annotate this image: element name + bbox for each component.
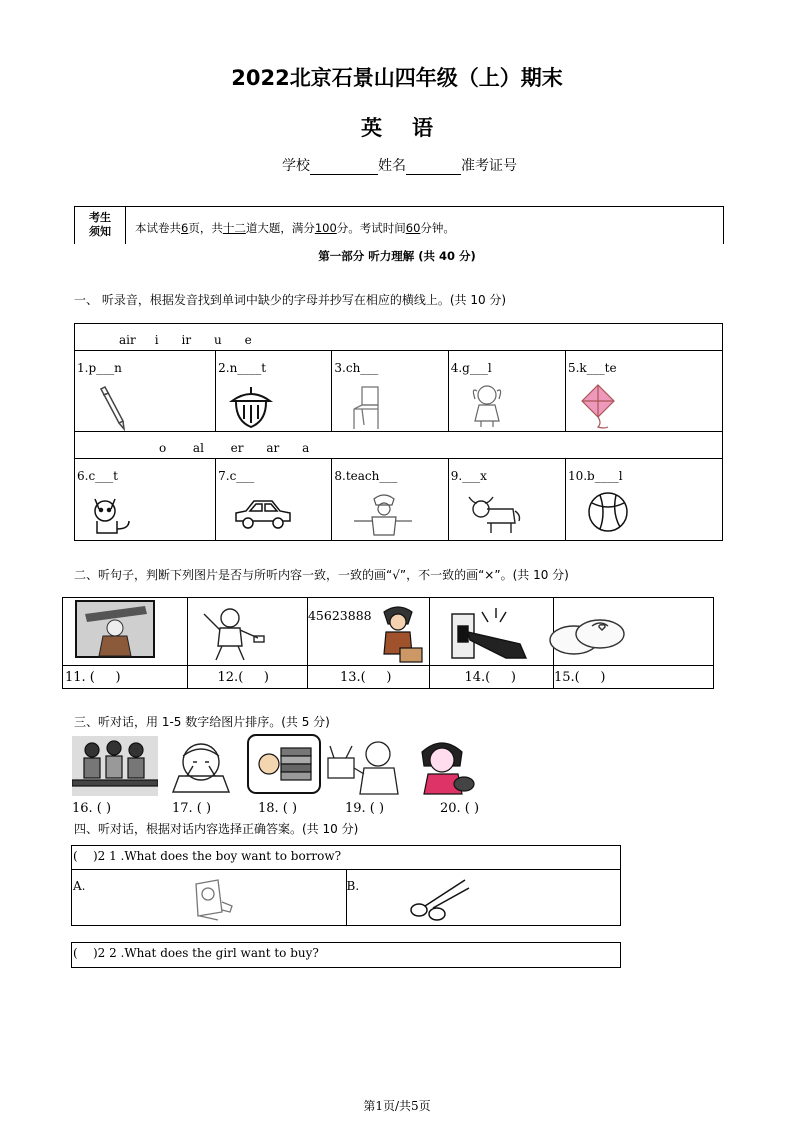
tired-boy-picture-icon — [163, 736, 241, 796]
ball-icon — [586, 489, 630, 535]
letters-row-1: air i ir u e — [75, 324, 723, 351]
item-1-cell[interactable]: 1.p___n — [75, 351, 216, 432]
item-10-cell[interactable]: 10.b____l — [565, 459, 722, 541]
order-19[interactable]: 19. ( ) — [345, 801, 385, 816]
item-2-cell[interactable]: 2.n____t — [216, 351, 332, 432]
item-9-cell[interactable]: 9.___x — [448, 459, 565, 541]
part1-title: 第一部分 听力理解 (共 40 分) — [318, 249, 476, 263]
letters-row-2: o al er ar a — [75, 432, 723, 459]
item-3-cell[interactable]: 3.ch___ — [332, 351, 448, 432]
option-21-b-cell[interactable]: B. — [346, 870, 621, 926]
chair-icon — [348, 385, 384, 431]
candidate-notice-box — [74, 206, 724, 244]
boy-cold-picture-icon — [75, 600, 155, 658]
picture-11-cell — [63, 598, 188, 666]
order-17[interactable]: 17. ( ) — [172, 801, 212, 816]
picture-15-cell — [554, 598, 714, 666]
question-21-row[interactable]: ( )2 1 .What does the boy want to borrow? — [72, 846, 621, 870]
girl-phone-picture-icon — [406, 736, 482, 796]
ox-icon — [467, 493, 523, 535]
section2-title: 二、听句子，判断下列图片是否与所听内容一致，一致的画“√”，不一致的画“×”。(共 10 分) — [74, 568, 569, 582]
student-info-line — [282, 155, 517, 175]
item-7-cell[interactable]: 7.c___ — [216, 459, 332, 541]
item-8-cell[interactable]: 8.teach___ — [332, 459, 448, 541]
question-22-row[interactable]: ( )2 2 .What does the girl want to buy? — [72, 943, 621, 968]
nut-icon — [228, 385, 274, 429]
boy-waving-icon — [194, 604, 268, 662]
pen-icon — [97, 385, 127, 431]
subject-title: 英语 — [361, 116, 463, 140]
picture-14-cell — [430, 598, 554, 666]
pressing-switch-icon — [446, 602, 532, 664]
name-label: 姓名 — [378, 158, 406, 174]
order-18[interactable]: 18. ( ) — [258, 801, 298, 816]
option-21-a-cell[interactable]: A. — [72, 870, 347, 926]
answer-12-cell[interactable]: 12.( ) — [187, 666, 307, 689]
section3-title: 三、听对话，用 1-5 数字给图片排序。(共 5 分) — [74, 715, 330, 729]
classroom-picture-icon — [72, 736, 158, 796]
section4-title: 四、听对话，根据对话内容选择正确答案。(共 10 分) — [74, 822, 359, 836]
order-16[interactable]: 16. ( ) — [72, 801, 112, 816]
item-5-cell[interactable]: 5.k___te — [565, 351, 722, 432]
picture-13-cell — [307, 598, 430, 666]
exam-title: 2022北京石景山四年级（上）期末 — [231, 66, 563, 90]
cat-icon — [89, 493, 135, 537]
question-22-table — [71, 942, 621, 968]
answer-11-cell[interactable]: 11. ( ) — [63, 666, 188, 689]
exam-id-label: 准考证号 — [461, 158, 517, 174]
car-icon — [232, 495, 294, 535]
school-blank[interactable] — [310, 159, 378, 175]
section1-table — [74, 323, 723, 541]
slippers-icon — [548, 606, 628, 662]
pencil-sharpener-icon — [188, 876, 244, 922]
notice-label: 考生 须知 — [75, 207, 126, 244]
answer-14-cell[interactable]: 14.( ) — [430, 666, 554, 689]
notice-text: 本试卷共6页，共十二道大题，满分100分。考试时间60分钟。 — [135, 221, 455, 235]
item-4-cell[interactable]: 4.g___l — [448, 351, 565, 432]
tv-boy-picture-icon — [324, 734, 404, 796]
name-blank[interactable] — [406, 159, 461, 175]
phone-number-text: 45623888 — [307, 608, 372, 623]
kite-icon — [578, 383, 622, 431]
section1-title: 一、 听录音，根据发音找到单词中缺少的字母并抄写在相应的横线上。(共 10 分) — [74, 293, 507, 307]
picture-12-cell — [187, 598, 307, 666]
question-21-table — [71, 845, 621, 926]
girl-on-phone-icon — [374, 604, 430, 666]
answer-13-cell[interactable]: 13.( ) — [307, 666, 430, 689]
page-footer: 第1页/共5页 — [363, 1099, 431, 1113]
scissors-icon — [407, 876, 477, 922]
teacher-icon — [354, 491, 414, 537]
school-label: 学校 — [282, 158, 310, 174]
order-20[interactable]: 20. ( ) — [440, 801, 480, 816]
girl-icon — [467, 381, 509, 429]
answer-15-cell[interactable]: 15.( ) — [554, 666, 714, 689]
books-picture-icon — [247, 734, 321, 794]
item-6-cell[interactable]: 6.c___t — [75, 459, 216, 541]
section2-table — [62, 597, 714, 689]
